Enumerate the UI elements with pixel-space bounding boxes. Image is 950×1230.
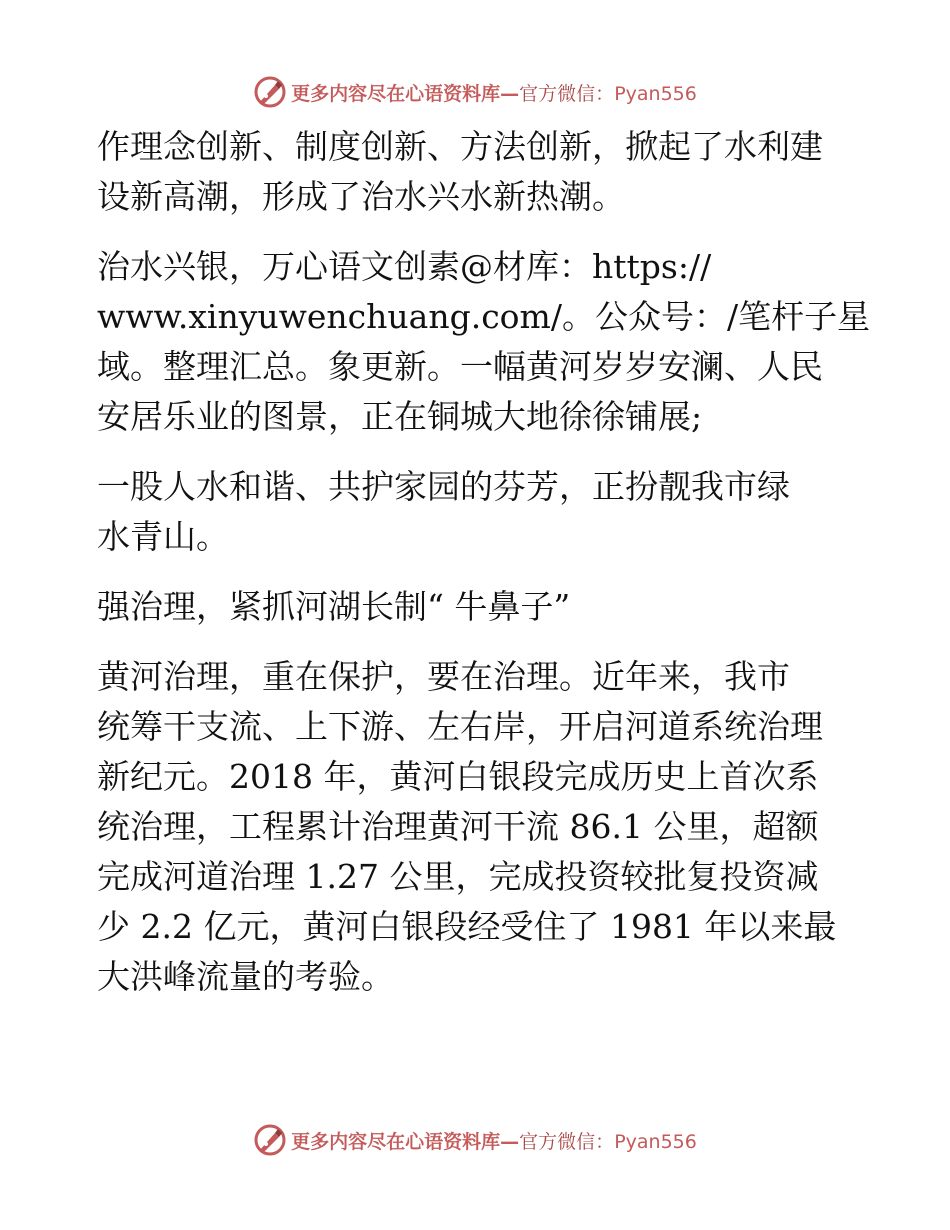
paragraph <box>97 652 867 1002</box>
pen-circle-logo-icon <box>253 75 287 109</box>
watermark-text <box>291 79 697 106</box>
text-line: 黄河治理，重在保护，要在治理。近年来，我市 <box>97 657 790 696</box>
paragraph <box>97 122 867 222</box>
paragraph <box>97 462 867 562</box>
text-line: 统筹干支流、上下游、左右岸，开启河道系统治理 <box>97 707 823 746</box>
text-line: 完成河道治理 1.27 公里，完成投资较批复投资减 <box>97 857 819 896</box>
footer-watermark <box>0 1120 950 1160</box>
paragraph <box>97 242 871 442</box>
watermark-wechat-label: 官方微信： <box>519 82 615 105</box>
watermark-dash: — <box>500 82 520 105</box>
text-line: 治水兴银，万心语文创素@材库：https:// <box>97 247 712 286</box>
text-line: 新纪元。2018 年，黄河白银段完成历史上首次系 <box>97 757 819 796</box>
watermark-slogan: 更多内容尽在心语资料库 <box>291 1130 501 1153</box>
text-line: 作理念创新、制度创新、方法创新，掀起了水利建 <box>97 127 823 166</box>
text-line: www.xinyuwenchuang.com/。公众号：/笔杆子星 <box>97 297 871 336</box>
text-line: 强治理，紧抓河湖长制“ 牛鼻子” <box>97 587 571 626</box>
text-line: 安居乐业的图景，正在铜城大地徐徐铺展; <box>97 397 703 436</box>
watermark-text <box>291 1127 697 1154</box>
watermark-dash: — <box>500 1130 520 1153</box>
text-line: 设新高潮，形成了治水兴水新热潮。 <box>97 177 625 216</box>
pen-circle-logo-icon <box>253 1123 287 1157</box>
text-line: 统治理，工程累计治理黄河干流 86.1 公里，超额 <box>97 807 819 846</box>
watermark-wechat-label: 官方微信： <box>519 1130 615 1153</box>
document-body <box>97 122 871 1002</box>
text-line: 域。整理汇总。象更新。一幅黄河岁岁安澜、人民 <box>97 347 823 386</box>
text-line: 大洪峰流量的考验。 <box>97 957 394 996</box>
watermark-wechat-account: Pyan556 <box>614 82 697 105</box>
watermark-slogan: 更多内容尽在心语资料库 <box>291 82 501 105</box>
text-line: 一股人水和谐、共护家园的芬芳，正扮靓我市绿 <box>97 467 790 506</box>
watermark-wechat-account: Pyan556 <box>614 1130 697 1153</box>
text-line: 少 2.2 亿元，黄河白银段经受住了 1981 年以来最 <box>97 907 837 946</box>
header-watermark <box>0 72 950 112</box>
text-line: 水青山。 <box>97 517 229 556</box>
section-heading <box>97 582 867 632</box>
